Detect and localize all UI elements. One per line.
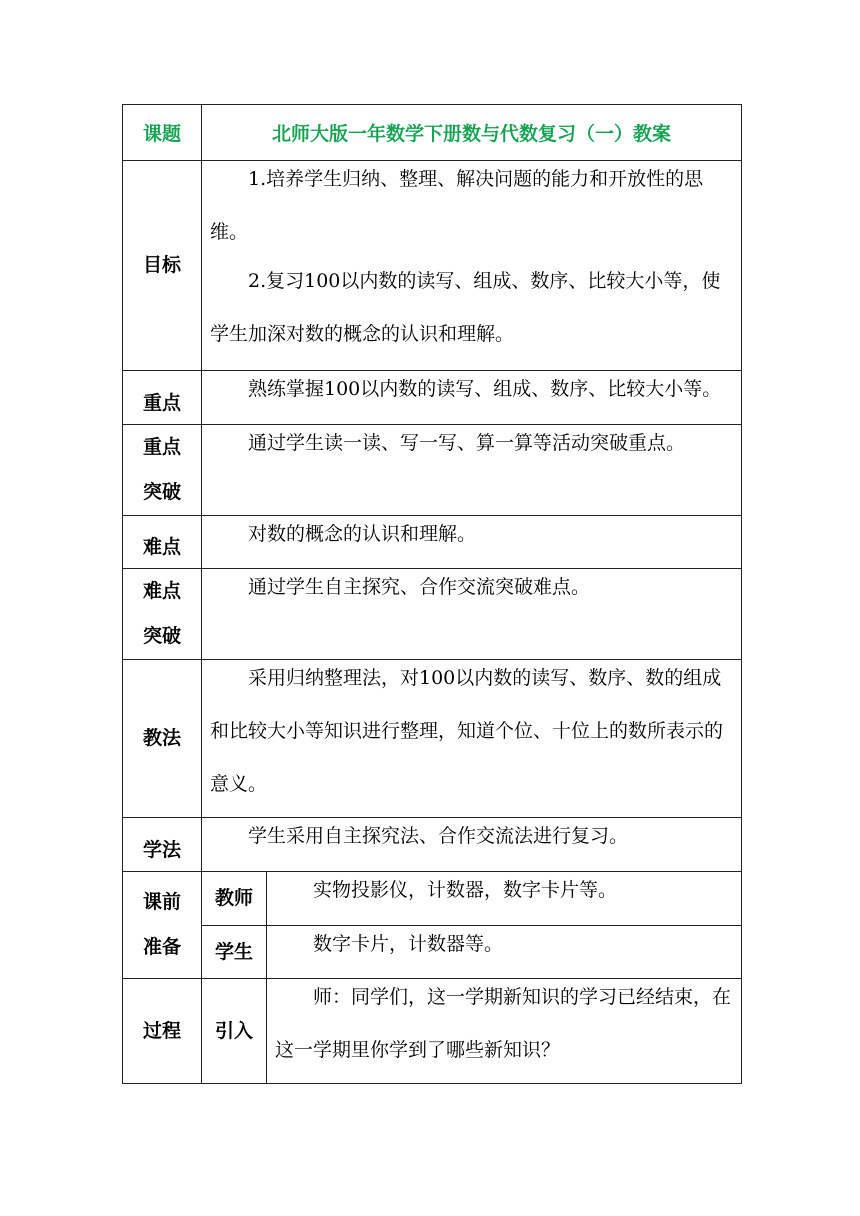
learning-method-label [123,818,202,872]
goal-paragraph-1: 1.培养学生归纳、整理、解决问题的能力和开放性的思维。 [210,168,704,243]
teaching-method-label [123,660,202,818]
goals-row [123,161,742,371]
intro-text: 师：同学们，这一学期新知识的学习已经结束，在这一学期里你学到了哪些新知识？ [275,986,732,1061]
key-point-label-text: 重点 [142,392,181,414]
teacher-label: 教师 [202,872,267,926]
process-label: 过程 [123,979,202,1084]
difficulty-breakthrough-label [123,569,202,660]
key-breakthrough-label-line-2: 突破 [142,481,181,503]
key-breakthrough-row [123,425,742,516]
title-label: 课题 [123,105,202,161]
difficulty-label-text: 难点 [142,536,181,558]
page-title: 北师大版一年数学下册数与代数复习（一）教案 [202,105,742,161]
difficulty-text: 对数的概念的认识和理解。 [248,523,477,545]
student-label: 学生 [202,926,267,979]
key-breakthrough-label [123,425,202,516]
preparation-label-line-2: 准备 [142,936,181,958]
goal-paragraph-2: 2.复习100以内数的读写、组成、数序、比较大小等，使学生加深对数的概念的认识和理解。 [210,270,721,345]
learning-method-text: 学生采用自主探究法、合作交流法进行复习。 [248,825,629,847]
preparation-label [123,872,202,979]
difficulty-breakthrough-content [202,569,742,660]
teaching-method-row [123,660,742,818]
key-point-label [123,371,202,425]
teacher-text: 实物投影仪，计数器，数字卡片等。 [313,879,618,901]
student-text: 数字卡片，计数器等。 [313,933,504,955]
teaching-method-content [202,660,742,818]
goals-label [123,161,202,371]
intro-content [267,979,742,1084]
key-breakthrough-content [202,425,742,516]
difficulty-breakthrough-row [123,569,742,660]
process-intro-row [123,979,742,1084]
key-breakthrough-text: 通过学生读一读、写一写、算一算等活动突破重点。 [248,432,686,454]
difficulty-breakthrough-text: 通过学生自主探究、合作交流突破难点。 [248,576,591,598]
intro-label: 引入 [202,979,267,1084]
lesson-plan-table [122,104,742,1084]
difficulty-breakthrough-label-line-1: 难点 [142,580,181,602]
difficulty-breakthrough-label-line-2: 突破 [142,625,181,647]
goals-content [202,161,742,371]
learning-method-label-text: 学法 [142,839,181,861]
preparation-label-line-1: 课前 [142,891,181,913]
teaching-method-text: 采用归纳整理法，对100以内数的读写、数序、数的组成和比较大小等知识进行整理，知道个位、十位上的数所表示的意义。 [210,667,724,795]
key-point-text: 熟练掌握100以内数的读写、组成、数序、比较大小等。 [248,378,722,400]
teaching-method-label-text: 教法 [142,727,181,749]
key-breakthrough-label-line-1: 重点 [142,436,181,458]
difficulty-label [123,516,202,569]
goals-label-text: 目标 [142,254,181,276]
